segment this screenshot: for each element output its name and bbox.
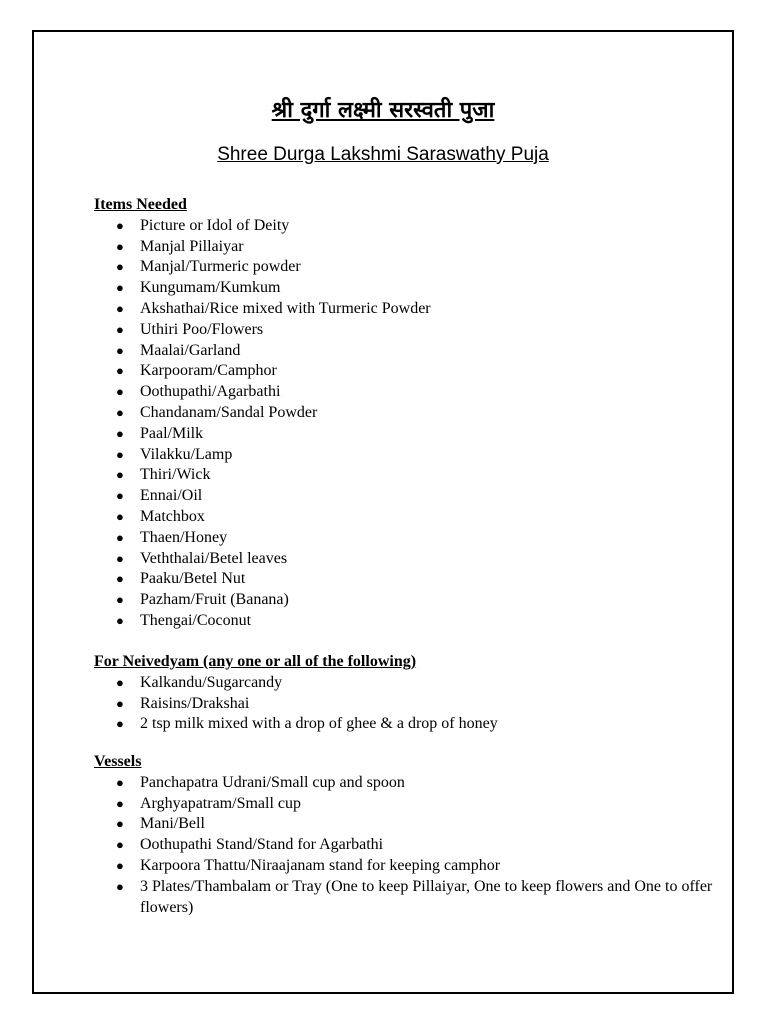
neivedyam-section bbox=[94, 652, 714, 735]
list-item bbox=[94, 403, 714, 424]
list-item bbox=[94, 673, 714, 694]
bullet-icon: ● bbox=[116, 716, 124, 732]
list-item-text: Raisins/Drakshai bbox=[140, 694, 250, 712]
bullet-icon: ● bbox=[116, 508, 124, 524]
list-item bbox=[94, 278, 714, 299]
list-item bbox=[94, 237, 714, 258]
bullet-icon: ● bbox=[116, 363, 124, 379]
list-item-text: Paal/Milk bbox=[140, 424, 204, 442]
list-item-text: Akshathai/Rice mixed with Turmeric Powder bbox=[140, 299, 431, 317]
list-item-text: Pazham/Fruit (Banana) bbox=[140, 591, 289, 609]
list-item bbox=[94, 424, 714, 445]
bullet-icon: ● bbox=[116, 404, 124, 420]
items-needed-list bbox=[94, 216, 714, 632]
list-item-text: Karpoora Thattu/Niraajanam stand for keeping camphor bbox=[140, 856, 501, 874]
list-item bbox=[94, 320, 714, 341]
bullet-icon: ● bbox=[116, 529, 124, 545]
list-item bbox=[94, 794, 714, 815]
bullet-icon: ● bbox=[116, 795, 124, 811]
bullet-icon: ● bbox=[116, 695, 124, 711]
bullet-icon: ● bbox=[116, 550, 124, 566]
list-item-text: Vilakku/Lamp bbox=[140, 445, 233, 463]
list-item-text: Uthiri Poo/Flowers bbox=[140, 320, 264, 338]
list-item-text: 2 tsp milk mixed with a drop of ghee & a drop of honey bbox=[140, 715, 498, 733]
list-item bbox=[94, 361, 714, 382]
english-title: Shree Durga Lakshmi Saraswathy Puja bbox=[217, 144, 549, 165]
bullet-icon: ● bbox=[116, 384, 124, 400]
list-item bbox=[94, 694, 714, 715]
bullet-icon: ● bbox=[116, 342, 124, 358]
bullet-icon: ● bbox=[116, 280, 124, 296]
bullet-icon: ● bbox=[116, 774, 124, 790]
list-item-text: Arghyapatram/Small cup bbox=[140, 794, 301, 812]
list-item-text: Kalkandu/Sugarcandy bbox=[140, 673, 283, 691]
list-item bbox=[94, 216, 714, 237]
list-item-text: Oothupathi Stand/Stand for Agarbathi bbox=[140, 836, 384, 854]
section-heading: Vessels bbox=[94, 753, 142, 770]
list-item bbox=[94, 877, 714, 919]
hindi-title: श्री दुर्गा लक्ष्मी सरस्वती पुजा bbox=[271, 98, 495, 123]
bullet-icon: ● bbox=[116, 300, 124, 316]
bullet-icon: ● bbox=[116, 321, 124, 337]
list-item bbox=[94, 569, 714, 590]
list-item-text: 3 Plates/Thambalam or Tray (One to keep Pillaiyar, One to keep flowers and One to offer flowers) bbox=[140, 877, 713, 916]
bullet-icon: ● bbox=[116, 259, 124, 275]
list-item-text: Veththalai/Betel leaves bbox=[140, 549, 288, 567]
list-item-text: Thiri/Wick bbox=[140, 466, 211, 484]
bullet-icon: ● bbox=[116, 857, 124, 873]
list-item bbox=[94, 773, 714, 794]
list-item-text: Karpooram/Camphor bbox=[140, 362, 277, 380]
section-heading: Items Needed bbox=[94, 196, 187, 213]
vessels-list bbox=[94, 773, 714, 919]
list-item-text: Maalai/Garland bbox=[140, 341, 241, 359]
list-item bbox=[94, 528, 714, 549]
list-item bbox=[94, 299, 714, 320]
neivedyam-list bbox=[94, 673, 714, 735]
list-item-text: Kungumam/Kumkum bbox=[140, 279, 281, 297]
bullet-icon: ● bbox=[116, 878, 124, 894]
bullet-icon: ● bbox=[116, 816, 124, 832]
bullet-icon: ● bbox=[116, 425, 124, 441]
list-item bbox=[94, 835, 714, 856]
list-item bbox=[94, 714, 714, 735]
list-item-text: Oothupathi/Agarbathi bbox=[140, 383, 281, 401]
list-item-text: Thengai/Coconut bbox=[140, 611, 252, 629]
list-item-text: Picture or Idol of Deity bbox=[140, 216, 290, 234]
list-item bbox=[94, 257, 714, 278]
list-item bbox=[94, 590, 714, 611]
list-item-text: Mani/Bell bbox=[140, 815, 205, 833]
bullet-icon: ● bbox=[116, 446, 124, 462]
list-item-text: Manjal/Turmeric powder bbox=[140, 258, 301, 276]
list-item bbox=[94, 341, 714, 362]
list-item bbox=[94, 486, 714, 507]
bullet-icon: ● bbox=[116, 217, 124, 233]
list-item-text: Ennai/Oil bbox=[140, 487, 203, 505]
list-item-text: Thaen/Honey bbox=[140, 528, 228, 546]
bullet-icon: ● bbox=[116, 467, 124, 483]
list-item-text: Matchbox bbox=[140, 507, 205, 525]
vessels-section bbox=[94, 752, 714, 918]
list-item-text: Chandanam/Sandal Powder bbox=[140, 403, 318, 421]
list-item-text: Panchapatra Udrani/Small cup and spoon bbox=[140, 773, 405, 791]
list-item bbox=[94, 507, 714, 528]
list-item bbox=[94, 445, 714, 466]
bullet-icon: ● bbox=[116, 612, 124, 628]
bullet-icon: ● bbox=[116, 571, 124, 587]
list-item bbox=[94, 814, 714, 835]
page-border bbox=[32, 30, 734, 994]
list-item-text: Manjal Pillaiyar bbox=[140, 237, 244, 255]
items-needed-section bbox=[94, 195, 714, 632]
bullet-icon: ● bbox=[116, 238, 124, 254]
bullet-icon: ● bbox=[116, 674, 124, 690]
bullet-icon: ● bbox=[116, 837, 124, 853]
list-item-text: Paaku/Betel Nut bbox=[140, 570, 246, 588]
bullet-icon: ● bbox=[116, 488, 124, 504]
list-item bbox=[94, 611, 714, 632]
list-item bbox=[94, 382, 714, 403]
section-heading: For Neivedyam (any one or all of the following) bbox=[94, 653, 417, 670]
list-item bbox=[94, 465, 714, 486]
bullet-icon: ● bbox=[116, 592, 124, 608]
list-item bbox=[94, 549, 714, 570]
list-item bbox=[94, 856, 714, 877]
